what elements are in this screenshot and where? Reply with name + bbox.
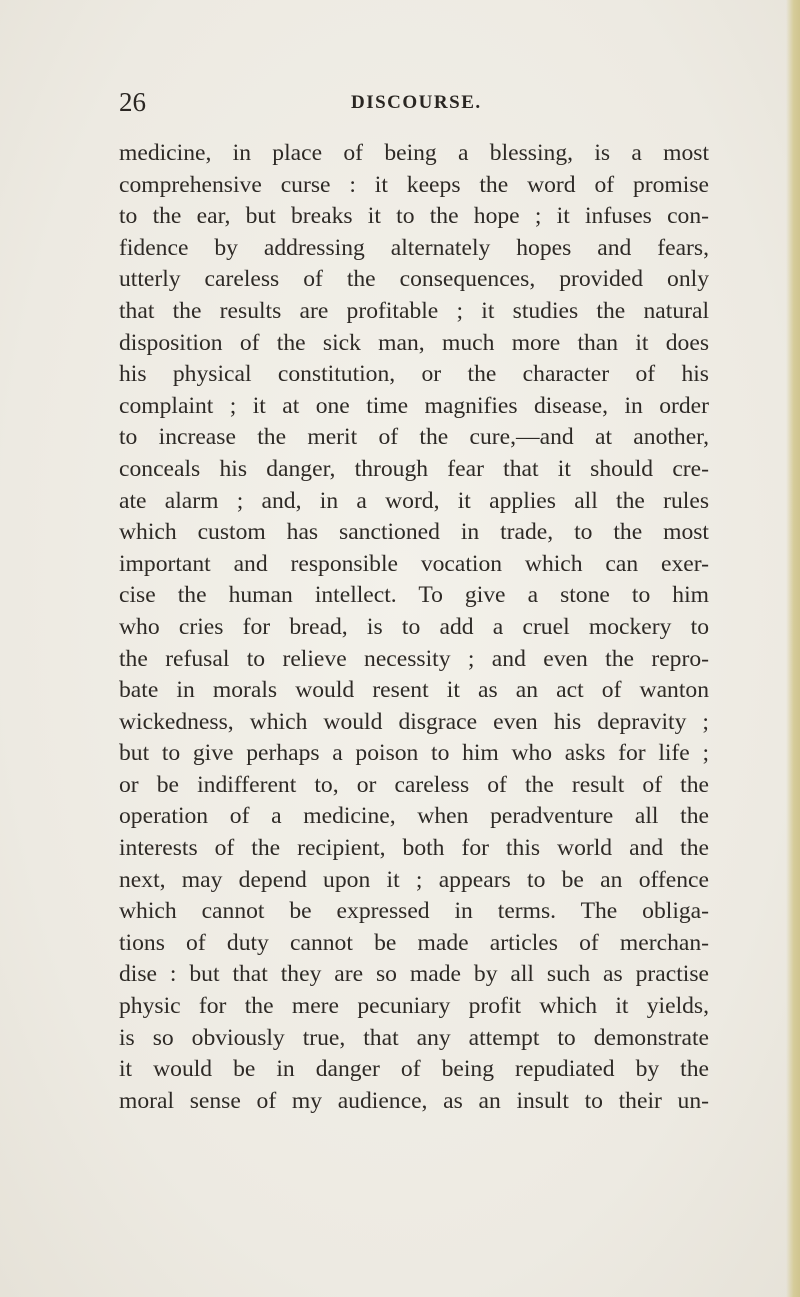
text-line: wickedness, which would disgrace even his depravity ; <box>119 708 709 735</box>
text-line: important and responsible vocation which can exer- <box>119 550 709 577</box>
text-line: fidence by addressing alternately hopes and fears, <box>119 234 709 261</box>
text-line: that the results are profitable ; it studies the natural <box>119 297 709 324</box>
text-line: to increase the merit of the cure,—and at another, <box>119 424 709 451</box>
text-line: operation of a medicine, when peradventure all the <box>119 803 709 830</box>
text-line: complaint ; it at one time magnifies disease, in order <box>119 392 709 419</box>
page-edge <box>786 0 800 1297</box>
text-line: bate in morals would resent it as an act of wanton <box>119 677 709 704</box>
text-line: next, may depend upon it ; appears to be an offence <box>119 866 709 893</box>
text-line: it would be in danger of being repudiated by the <box>119 1056 709 1083</box>
text-line: to the ear, but breaks it to the hope ; it infuses con- <box>119 203 709 230</box>
text-line: utterly careless of the consequences, provided only <box>119 266 709 293</box>
text-line: who cries for bread, is to add a cruel mockery to <box>119 613 709 640</box>
text-line: cise the human intellect. To give a stone to him <box>119 582 709 609</box>
text-line: comprehensive curse : it keeps the word of promise <box>119 171 709 198</box>
text-line: physic for the mere pecuniary profit which it yields, <box>119 993 709 1020</box>
text-line: conceals his danger, through fear that it should cre- <box>119 455 709 482</box>
text-line: is so obviously true, that any attempt to demonstrate <box>119 1024 709 1051</box>
text-line: his physical constitution, or the character of his <box>119 361 709 388</box>
body-text <box>119 138 709 1117</box>
text-line: but to give perhaps a poison to him who asks for life ; <box>119 740 709 767</box>
text-line: tions of duty cannot be made articles of merchan- <box>119 929 709 956</box>
running-head <box>119 86 709 118</box>
page-number: 26 <box>119 87 146 117</box>
text-line: interests of the recipient, both for this world and the <box>119 835 709 862</box>
text-line: or be indifferent to, or careless of the result of the <box>119 771 709 798</box>
text-line: moral sense of my audience, as an insult to their un- <box>119 1087 709 1114</box>
text-line: the refusal to relieve necessity ; and even the repro- <box>119 645 709 672</box>
text-line: disposition of the sick man, much more than it does <box>119 329 709 356</box>
text-line: dise : but that they are so made by all such as practise <box>119 961 709 988</box>
text-line: which custom has sanctioned in trade, to the most <box>119 519 709 546</box>
text-line: ate alarm ; and, in a word, it applies all the rules <box>119 487 709 514</box>
text-line: which cannot be expressed in terms. The obliga- <box>119 898 709 925</box>
running-title: DISCOURSE. <box>351 92 482 113</box>
text-line: medicine, in place of being a blessing, is a most <box>119 140 709 166</box>
